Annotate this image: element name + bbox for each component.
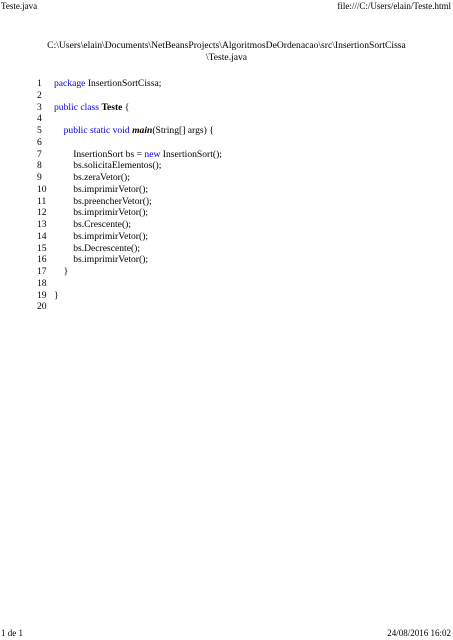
line-number: 17 <box>37 266 47 277</box>
code-text: bs.Decrescente(); <box>54 242 141 254</box>
line-number: 12 <box>37 207 47 219</box>
code-text <box>54 125 64 136</box>
code-text: bs.imprimirVetor(); <box>54 207 149 219</box>
code-line <box>37 172 437 184</box>
code-line <box>37 219 437 231</box>
line-source <box>54 219 131 231</box>
code-text: bs.preencherVetor(); <box>54 195 152 207</box>
code-text: bs.imprimirVetor(); <box>54 183 149 195</box>
code-line <box>37 207 437 219</box>
code-line <box>37 137 437 149</box>
code-text: bs.zeraVetor(); <box>54 172 130 183</box>
line-number: 18 <box>37 277 47 289</box>
code-text: bs.imprimirVetor(); <box>54 230 149 242</box>
code-text: bs.solicitaElementos(); <box>54 160 162 172</box>
line-number: 3 <box>37 101 42 113</box>
line-source <box>54 149 222 161</box>
code-text: bs.imprimirVetor(); <box>54 254 149 266</box>
code-line <box>37 196 437 208</box>
code-text: InsertionSort bs = <box>54 148 145 160</box>
line-number: 20 <box>37 301 47 313</box>
code-line <box>37 290 437 302</box>
line-number: 5 <box>37 125 42 136</box>
code-class-name: Teste <box>101 101 123 113</box>
source-code-listing <box>37 78 437 313</box>
line-source <box>54 231 148 243</box>
file-path-line-1: C:\Users\elain\Documents\NetBeansProjects\AlgoritmosDeOrdenacao\src\InsertionSortCissa <box>47 40 406 51</box>
line-source <box>54 160 161 172</box>
code-text: InsertionSort(); <box>160 148 222 160</box>
code-line <box>37 301 437 313</box>
line-number: 6 <box>37 136 42 148</box>
code-keyword: public class <box>54 101 100 113</box>
line-source <box>54 196 152 208</box>
line-number: 8 <box>37 160 42 172</box>
code-text: InsertionSortCissa; <box>85 78 162 89</box>
code-text: bs.Crescente(); <box>54 219 131 230</box>
line-number: 16 <box>37 254 47 266</box>
line-number: 19 <box>37 289 47 301</box>
code-line <box>37 125 437 137</box>
code-line <box>37 90 437 102</box>
line-source <box>54 243 140 255</box>
line-source <box>54 254 148 266</box>
line-source <box>54 290 59 302</box>
code-line <box>37 78 437 90</box>
code-line <box>37 102 437 114</box>
code-text: } <box>54 289 59 301</box>
code-text: { <box>122 101 130 113</box>
line-source <box>54 184 148 196</box>
code-line <box>37 231 437 243</box>
line-source <box>54 78 161 90</box>
code-line <box>37 243 437 255</box>
line-number: 7 <box>37 148 42 160</box>
line-number: 13 <box>37 219 47 230</box>
code-method-name: main <box>132 125 153 136</box>
line-number: 9 <box>37 172 42 183</box>
code-line <box>37 278 437 290</box>
line-number: 11 <box>37 195 47 207</box>
code-line <box>37 160 437 172</box>
print-header-title: Teste.java <box>1 1 38 11</box>
code-line <box>37 149 437 161</box>
code-keyword: public static void <box>63 125 130 136</box>
code-line <box>37 113 437 125</box>
code-line <box>37 266 437 278</box>
line-source <box>54 102 129 114</box>
file-path-line-2: \Teste.java <box>205 52 248 63</box>
print-header-url: file:///C:/Users/elain/Teste.html <box>337 1 451 11</box>
line-number: 15 <box>37 242 47 254</box>
print-timestamp: 24/08/2016 16:02 <box>387 628 451 638</box>
code-line <box>37 184 437 196</box>
file-path-heading <box>30 40 423 64</box>
line-source <box>54 172 130 184</box>
line-source <box>54 207 148 219</box>
code-text: (String[] args) { <box>152 125 214 136</box>
code-text: } <box>54 266 69 277</box>
line-number: 4 <box>37 113 42 125</box>
line-source <box>54 125 214 137</box>
line-number: 14 <box>37 230 47 242</box>
line-number: 1 <box>37 78 42 89</box>
code-keyword: package <box>54 78 86 89</box>
line-source <box>54 266 68 278</box>
page-number: 1 de 1 <box>1 628 23 638</box>
line-number: 10 <box>37 183 47 195</box>
line-number: 2 <box>37 89 42 101</box>
code-line <box>37 254 437 266</box>
code-keyword: new <box>144 148 161 160</box>
